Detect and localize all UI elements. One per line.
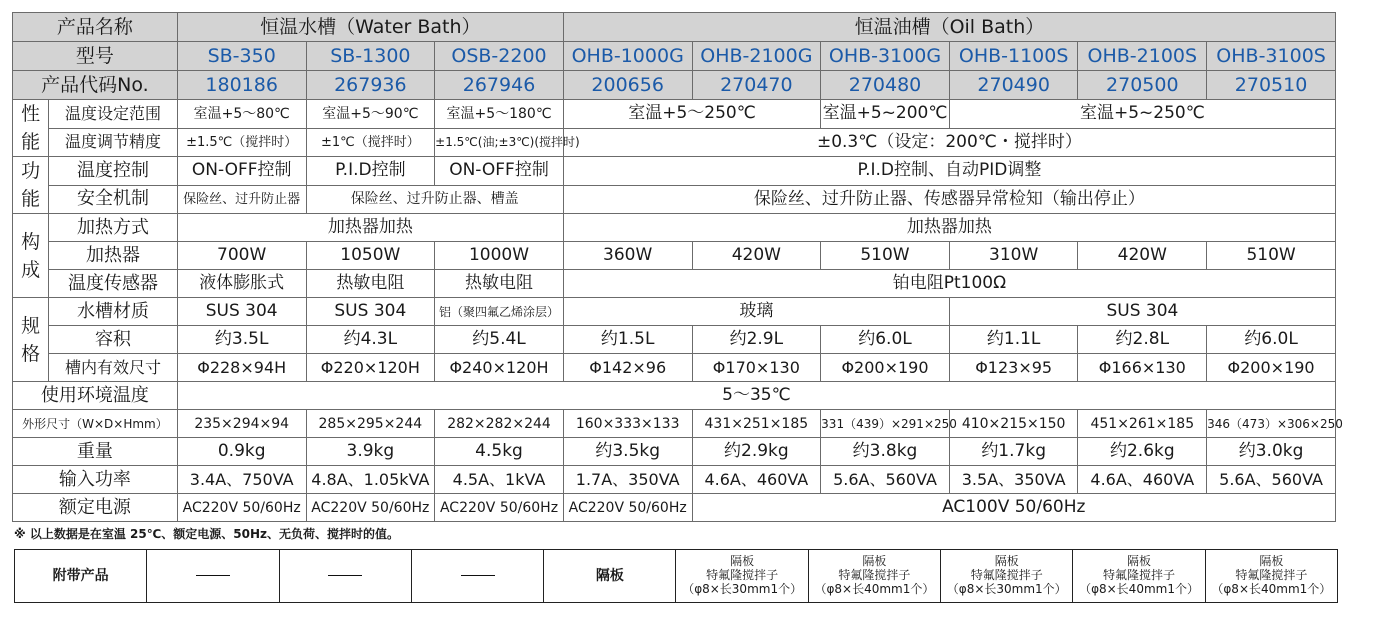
input-power-row (13, 466, 1336, 494)
inner-size-label: 槽内有效尺寸 (49, 354, 178, 382)
table-cell: 加热器加热 (563, 214, 1335, 242)
accessory-line: 特氟隆搅拌子 (706, 568, 779, 583)
model-cell: OHB-2100G (692, 42, 821, 71)
oil-bath-header: 恒温油槽（Oil Bath） (563, 13, 1335, 42)
temp-range-label: 温度设定范围 (49, 100, 178, 129)
table-cell: ±1.5℃(油;±3℃)(搅拌时) (435, 128, 564, 157)
header-row-name (13, 13, 1336, 42)
table-cell: 410×215×150 (949, 410, 1078, 438)
control-row (13, 157, 1336, 186)
input-power-label: 输入功率 (13, 466, 178, 494)
accessory-cell (1205, 550, 1337, 603)
table-cell: 510W (1207, 242, 1336, 270)
table-cell: 热敏电阻 (306, 270, 435, 298)
table-cell: 约3.8kg (821, 438, 950, 466)
table-cell: P.I.D控制 (306, 157, 435, 186)
table-cell: 420W (1078, 242, 1207, 270)
group-performance: 性能 (13, 100, 49, 157)
table-cell: 室温+5～250℃ (563, 100, 820, 129)
table-cell: Φ142×96 (563, 354, 692, 382)
table-cell: 保险丝、过升防止器、槽盖 (306, 185, 563, 214)
table-cell: 451×261×185 (1078, 410, 1207, 438)
table-cell: 4.6A、460VA (1078, 466, 1207, 494)
table-cell: 约2.9L (692, 326, 821, 354)
accessory-line: （φ8×长30mm1个） (946, 581, 1067, 596)
table-cell: 铝（聚四氟乙烯涂层） (435, 298, 564, 326)
table-cell: 约6.0L (821, 326, 950, 354)
accessory-line: 隔板 (862, 554, 887, 569)
code-cell: 267946 (435, 71, 564, 100)
table-cell: 约2.9kg (692, 438, 821, 466)
table-cell: 室温+5～90℃ (306, 100, 435, 129)
header-row-code (13, 71, 1336, 100)
heater-row (13, 242, 1336, 270)
table-cell: 1.7A、350VA (563, 466, 692, 494)
table-cell: 4.5A、1kVA (435, 466, 564, 494)
header-row-model (13, 42, 1336, 71)
heating-row (13, 214, 1336, 242)
accessory-none (147, 550, 279, 603)
table-cell: ON-OFF控制 (435, 157, 564, 186)
table-cell: 室温+5~200℃ (821, 100, 950, 129)
table-cell: 约3.5kg (563, 438, 692, 466)
accuracy-row (13, 128, 1336, 157)
model-cell: OHB-3100G (821, 42, 950, 71)
table-cell: 保险丝、过升防止器、传感器异常检知（输出停止） (563, 185, 1335, 214)
table-cell: 铂电阻Pt100Ω (563, 270, 1335, 298)
table-cell: 约1.5L (563, 326, 692, 354)
material-row (13, 298, 1336, 326)
code-cell: 270500 (1078, 71, 1207, 100)
table-cell: ±1.5℃（搅拌时） (177, 128, 306, 157)
table-cell: 4.8A、1.05kVA (306, 466, 435, 494)
table-cell: 431×251×185 (692, 410, 821, 438)
table-cell: 保险丝、过升防止器 (177, 185, 306, 214)
sensor-label: 温度传感器 (49, 270, 178, 298)
model-cell: OHB-1000G (563, 42, 692, 71)
volume-label: 容积 (49, 326, 178, 354)
water-bath-header: 恒温水槽（Water Bath） (177, 13, 563, 42)
material-label: 水槽材质 (49, 298, 178, 326)
code-label: 产品代码No. (13, 71, 178, 100)
sensor-row (13, 270, 1336, 298)
accessory-line: 隔板 (994, 554, 1019, 569)
accessory-cell (1073, 550, 1205, 603)
accessory-line: 隔板 (1259, 554, 1284, 569)
safety-label: 安全机制 (49, 185, 178, 214)
spec-table (12, 12, 1343, 522)
table-cell: SUS 304 (949, 298, 1335, 326)
table-cell: 346（473）×306×250 (1207, 410, 1336, 438)
table-cell: SUS 304 (306, 298, 435, 326)
table-cell: 室温+5～80℃ (177, 100, 306, 129)
heating-label: 加热方式 (49, 214, 178, 242)
table-cell: ON-OFF控制 (177, 157, 306, 186)
model-cell: OSB-2200 (435, 42, 564, 71)
table-cell: AC100V 50/60Hz (692, 494, 1335, 522)
table-cell: 约4.3L (306, 326, 435, 354)
heater-label: 加热器 (49, 242, 178, 270)
table-cell: 3.9kg (306, 438, 435, 466)
dash-mark (328, 575, 362, 576)
table-cell: 约1.7kg (949, 438, 1078, 466)
accessory-line: 隔板 (1127, 554, 1152, 569)
table-cell: 1000W (435, 242, 564, 270)
code-cell: 270510 (1207, 71, 1336, 100)
table-cell: Φ123×95 (949, 354, 1078, 382)
env-temp-label: 使用环境温度 (13, 382, 178, 410)
table-cell: ±1℃（搅拌时） (306, 128, 435, 157)
table-cell: 0.9kg (177, 438, 306, 466)
table-cell: 约2.8L (1078, 326, 1207, 354)
group-specs: 规格 (13, 298, 49, 382)
accessory-line: （φ8×长30mm1个） (682, 581, 803, 596)
weight-label: 重量 (13, 438, 178, 466)
accessories-table (14, 549, 1338, 603)
accessory-line: （φ8×长40mm1个） (1079, 581, 1199, 596)
dash-mark (196, 575, 230, 576)
env-temp-row (13, 382, 1336, 410)
table-cell: 室温+5~250℃ (949, 100, 1335, 129)
table-cell: 285×295×244 (306, 410, 435, 438)
table-cell: 282×282×244 (435, 410, 564, 438)
table-cell: 液体膨胀式 (177, 270, 306, 298)
table-cell: 420W (692, 242, 821, 270)
accessory-line: 隔板 (730, 554, 755, 569)
table-cell: 510W (821, 242, 950, 270)
model-cell: OHB-2100S (1078, 42, 1207, 71)
group-function: 功能 (13, 157, 49, 214)
table-cell: 310W (949, 242, 1078, 270)
table-cell: Φ170×130 (692, 354, 821, 382)
table-cell: 3.5A、350VA (949, 466, 1078, 494)
code-cell: 267936 (306, 71, 435, 100)
table-cell: Φ200×190 (821, 354, 950, 382)
power-supply-row (13, 494, 1336, 522)
table-cell: 约3.0kg (1207, 438, 1336, 466)
model-cell: SB-1300 (306, 42, 435, 71)
code-cell: 270480 (821, 71, 950, 100)
accuracy-label: 温度调节精度 (49, 128, 178, 157)
accessory-line: （φ8×长40mm1个） (1211, 581, 1332, 596)
table-cell: 约2.6kg (1078, 438, 1207, 466)
control-label: 温度控制 (49, 157, 178, 186)
table-cell: 360W (563, 242, 692, 270)
table-cell: Φ240×120H (435, 354, 564, 382)
table-cell: 700W (177, 242, 306, 270)
outer-size-row (13, 410, 1336, 438)
table-cell: 约6.0L (1207, 326, 1336, 354)
accessories-row (15, 550, 1338, 603)
table-cell: 约1.1L (949, 326, 1078, 354)
table-cell: ±0.3℃（设定：200℃・搅拌时） (563, 128, 1335, 157)
temp-range-row (13, 100, 1336, 129)
footnote: ※ 以上数据是在室温 25℃、额定电源、50Hz、无负荷、搅拌时的值。 (14, 527, 399, 541)
table-cell: 室温+5～180℃ (435, 100, 564, 129)
table-cell: Φ200×190 (1207, 354, 1336, 382)
accessory-cell (808, 550, 940, 603)
code-cell: 180186 (177, 71, 306, 100)
code-cell: 200656 (563, 71, 692, 100)
table-cell: Φ228×94H (177, 354, 306, 382)
table-cell: AC220V 50/60Hz (306, 494, 435, 522)
power-supply-label: 额定电源 (13, 494, 178, 522)
weight-row (13, 438, 1336, 466)
table-cell: AC220V 50/60Hz (177, 494, 306, 522)
inner-size-row (13, 354, 1336, 382)
accessory-plain: 隔板 (544, 550, 676, 603)
dash-mark (461, 575, 495, 576)
table-cell: AC220V 50/60Hz (563, 494, 692, 522)
model-cell: OHB-1100S (949, 42, 1078, 71)
accessory-cell (676, 550, 808, 603)
code-cell: 270470 (692, 71, 821, 100)
model-label: 型号 (13, 42, 178, 71)
volume-row (13, 326, 1336, 354)
table-cell: 331（439）×291×250 (821, 410, 950, 438)
table-cell: 1050W (306, 242, 435, 270)
accessory-line: 特氟隆搅拌子 (1103, 568, 1176, 583)
table-cell: 235×294×94 (177, 410, 306, 438)
table-cell: 160×333×133 (563, 410, 692, 438)
table-cell: 约5.4L (435, 326, 564, 354)
table-cell: 4.5kg (435, 438, 564, 466)
accessory-line: （φ8×长40mm1个） (814, 581, 935, 596)
table-cell: P.I.D控制、自动PID调整 (563, 157, 1335, 186)
table-cell: 5～35℃ (177, 382, 1335, 410)
table-cell: Φ166×130 (1078, 354, 1207, 382)
table-cell: 玻璃 (563, 298, 949, 326)
table-cell: 约3.5L (177, 326, 306, 354)
accessory-line: 特氟隆搅拌子 (970, 568, 1043, 583)
accessory-cell (941, 550, 1073, 603)
accessory-none (411, 550, 543, 603)
accessory-line: 特氟隆搅拌子 (1235, 568, 1308, 583)
table-cell: 加热器加热 (177, 214, 563, 242)
table-cell: 5.6A、560VA (1207, 466, 1336, 494)
product-name-label: 产品名称 (13, 13, 178, 42)
model-cell: SB-350 (177, 42, 306, 71)
group-build: 构成 (13, 214, 49, 298)
accessories-label: 附带产品 (15, 550, 147, 603)
safety-row (13, 185, 1336, 214)
table-cell: 4.6A、460VA (692, 466, 821, 494)
model-cell: OHB-3100S (1207, 42, 1336, 71)
table-cell: 热敏电阻 (435, 270, 564, 298)
table-cell: AC220V 50/60Hz (435, 494, 564, 522)
accessory-line: 特氟隆搅拌子 (838, 568, 911, 583)
table-cell: SUS 304 (177, 298, 306, 326)
table-cell: 5.6A、560VA (821, 466, 950, 494)
table-cell: 3.4A、750VA (177, 466, 306, 494)
outer-size-label: 外形尺寸（W×D×Hmm） (13, 410, 178, 438)
code-cell: 270490 (949, 71, 1078, 100)
table-cell: Φ220×120H (306, 354, 435, 382)
accessory-none (279, 550, 411, 603)
